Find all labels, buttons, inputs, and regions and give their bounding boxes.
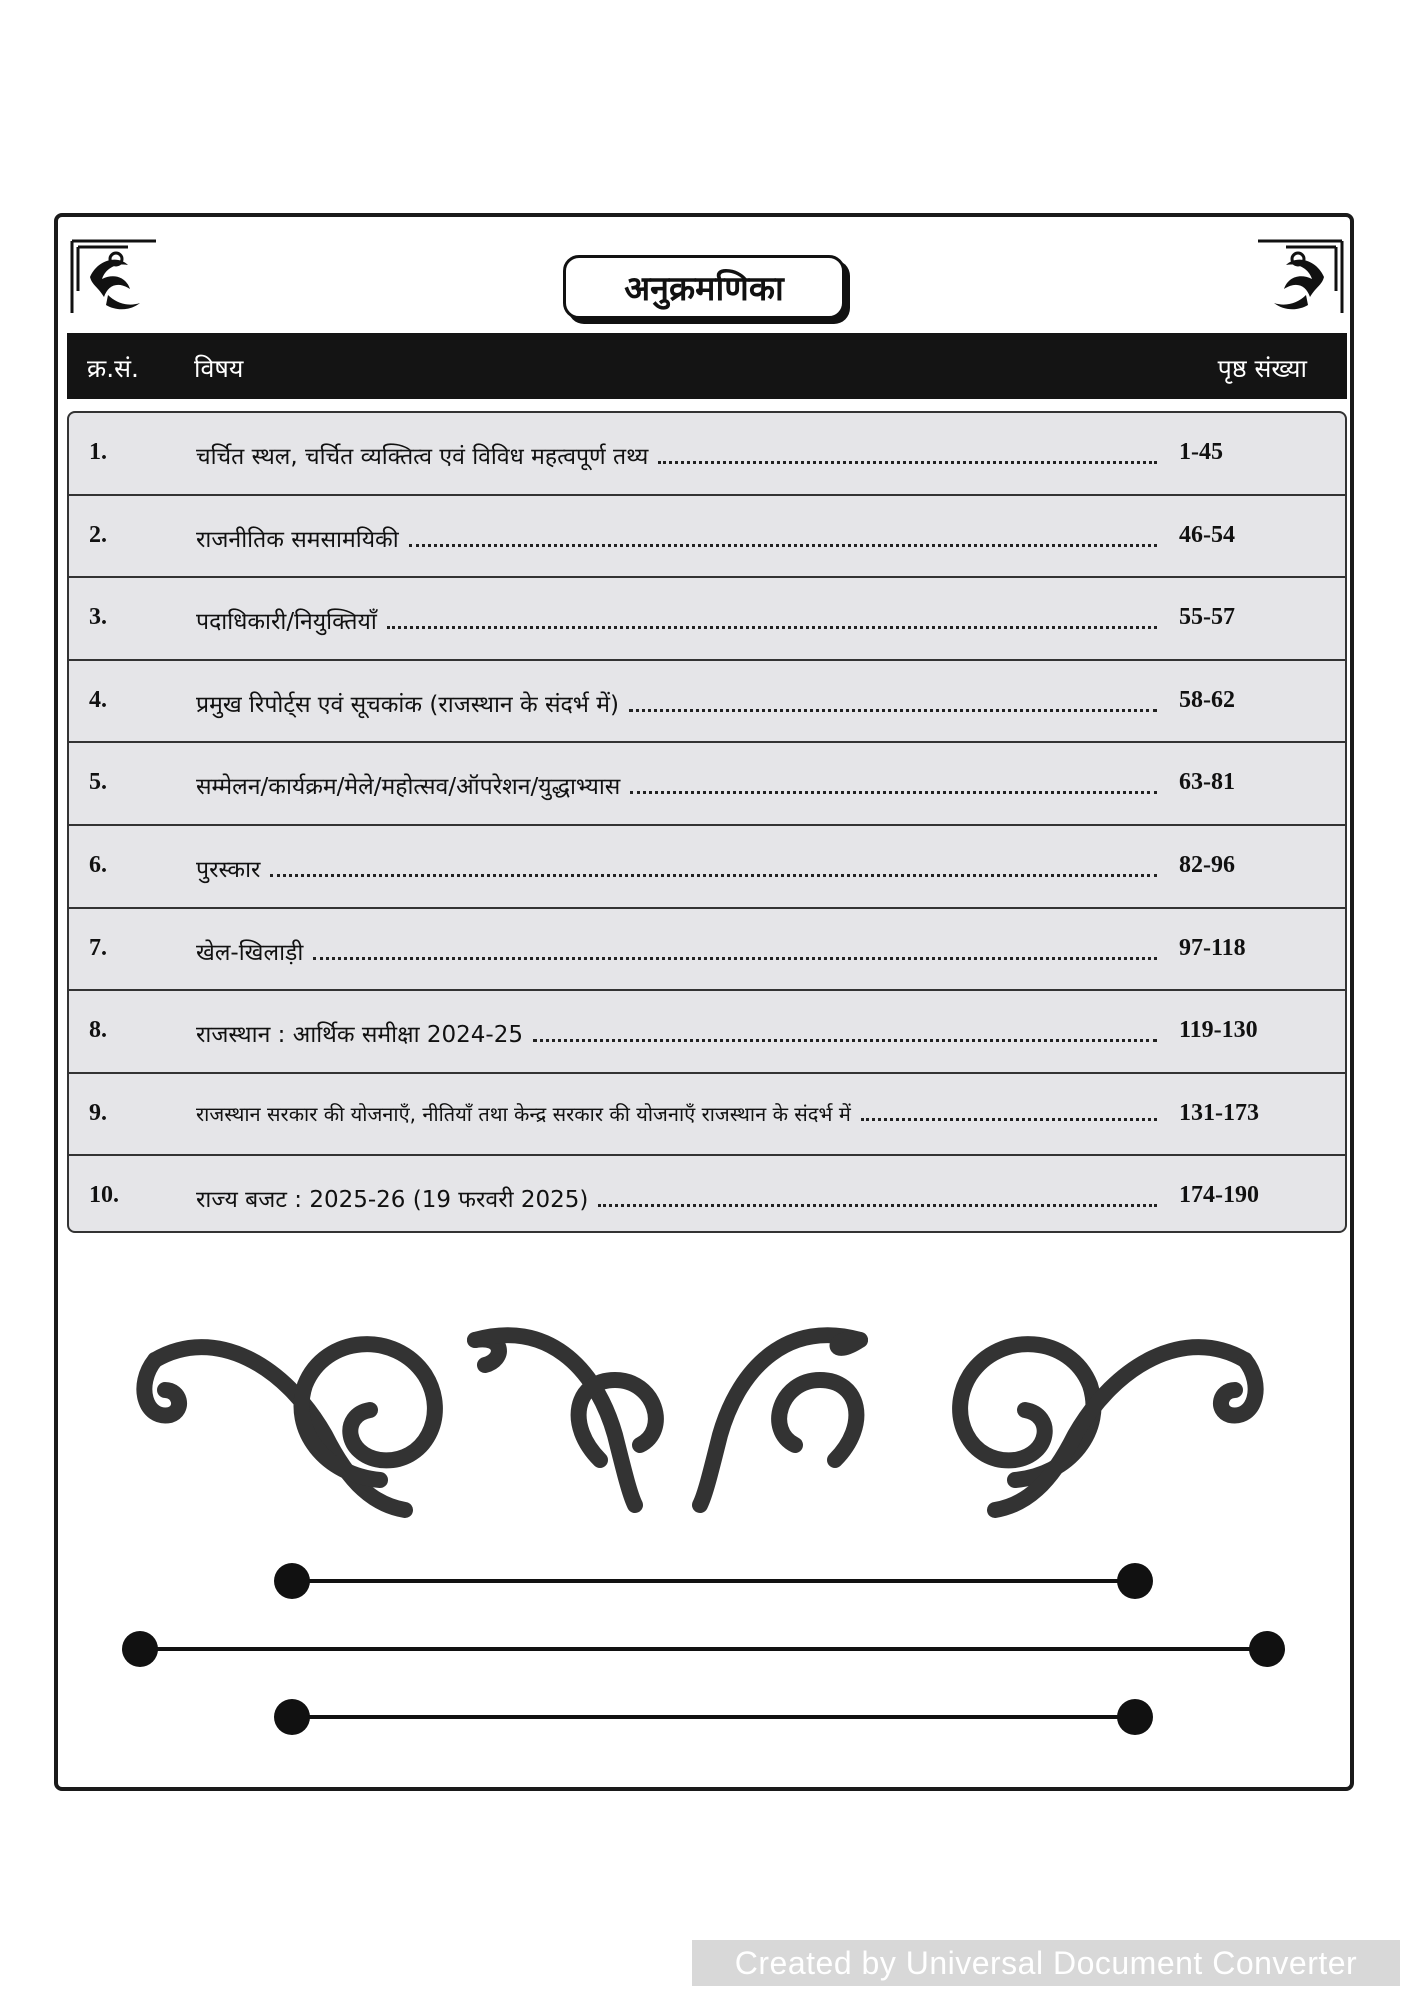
scroll-ornament-icon [125,1305,1275,1525]
row-pages: 131-173 [1179,1099,1259,1126]
row-pages: 46-54 [1179,521,1235,548]
row-subject: प्रमुख रिपोर्ट्स एवं सूचकांक (राजस्थान के संदर्भ में) [196,687,1157,719]
row-number: 7. [89,934,107,961]
table-header [67,333,1347,399]
row-number: 8. [89,1017,107,1044]
toc-row[interactable] [69,909,1345,992]
corner-ornament-right-icon [1254,237,1346,317]
toc-row[interactable] [69,743,1345,826]
header-subject: विषय [194,354,244,383]
toc-row[interactable] [69,826,1345,909]
row-subject: राजनीतिक समसामयिकी [196,522,1157,554]
toc-row[interactable] [69,1074,1345,1157]
row-pages: 55-57 [1179,604,1235,631]
header-page: पृष्ठ संख्या [1217,354,1307,383]
decorative-lines [110,1555,1310,1755]
row-subject: सम्मेलन/कार्यक्रम/मेले/महोत्सव/ऑपरेशन/युद्धाभ्यास [196,769,1157,801]
row-subject: पदाधिकारी/नियुक्तियाँ [196,604,1157,636]
row-number: 9. [89,1099,107,1126]
row-subject: राज्य बजट : 2025-26 (19 फरवरी 2025) [196,1182,1157,1214]
row-number: 6. [89,851,107,878]
toc-row[interactable] [69,991,1345,1074]
row-pages: 63-81 [1179,769,1235,796]
row-pages: 174-190 [1179,1182,1259,1209]
watermark: Created by Universal Document Converter [692,1940,1400,1986]
toc-row[interactable] [69,413,1345,496]
row-pages: 97-118 [1179,934,1246,961]
page-title: अनुक्रमणिका [563,255,845,319]
row-pages: 119-130 [1179,1017,1258,1044]
toc-row[interactable] [69,496,1345,579]
row-subject: चर्चित स्थल, चर्चित व्यक्तित्व एवं विविध महत्वपूर्ण तथ्य [196,439,1157,471]
row-subject: खेल-खिलाड़ी [196,935,1157,967]
row-number: 3. [89,604,107,631]
row-pages: 58-62 [1179,686,1235,713]
toc-row[interactable] [69,578,1345,661]
corner-ornament-left-icon [68,237,160,317]
row-number: 1. [89,439,107,465]
row-number: 2. [89,521,107,548]
toc-table [67,411,1347,1233]
row-pages: 82-96 [1179,851,1235,878]
row-number: 4. [89,686,107,713]
row-subject: राजस्थान सरकार की योजनाएँ, नीतियाँ तथा केन्द्र सरकार की योजनाएँ राजस्थान के संदर्भ में [196,1100,1157,1127]
row-number: 10. [89,1182,119,1209]
row-subject: राजस्थान : आर्थिक समीक्षा 2024-25 [196,1017,1157,1049]
header-serial: क्र.सं. [87,354,139,383]
toc-row[interactable] [69,661,1345,744]
row-subject: पुरस्कार [196,852,1157,884]
row-pages: 1-45 [1179,439,1223,465]
toc-row[interactable] [69,1156,1345,1233]
row-number: 5. [89,769,107,796]
